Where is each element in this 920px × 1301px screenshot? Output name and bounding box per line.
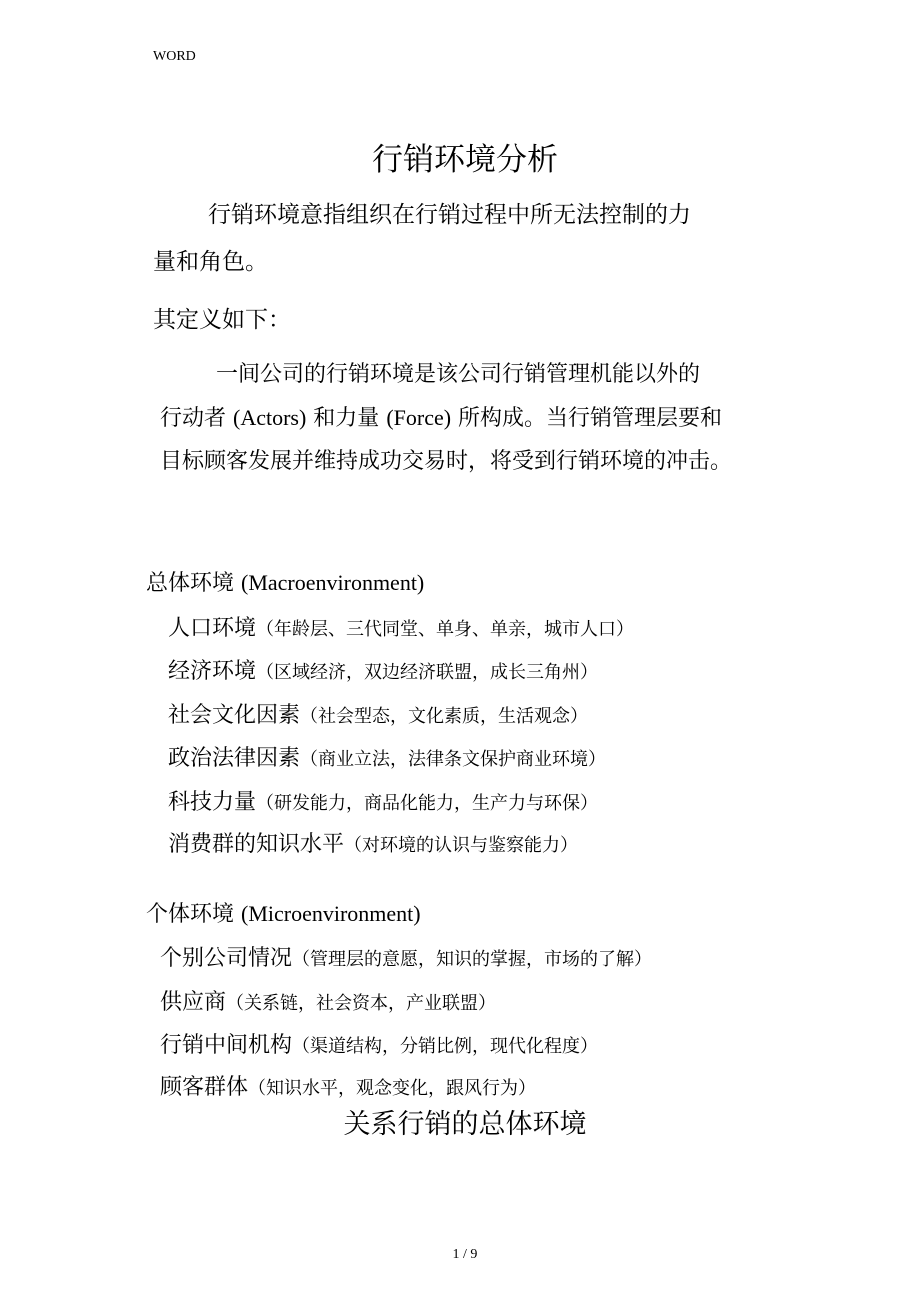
section-subtitle: 关系行销的总体环境: [343, 1109, 587, 1140]
definition-text: 行动者: [160, 406, 233, 431]
macro-item: [168, 698, 588, 729]
page-number: 1 / 9: [452, 1247, 478, 1262]
item-note: （商业立法，法律条文保护商业环境）: [300, 749, 607, 770]
definition-term-actors: (Actors): [233, 405, 307, 430]
item-note: （研发能力，商品化能力，生产力与环保）: [256, 793, 599, 814]
item-note: （区域经济，双边经济联盟，成长三角州）: [256, 662, 599, 683]
macro-item: [168, 741, 606, 772]
definition-heading: 其定义如下：: [153, 307, 291, 333]
micro-heading: [146, 897, 421, 928]
item-label: 顾客群体: [160, 1075, 249, 1100]
intro-line-2: 量和角色。: [153, 249, 268, 275]
definition-line-2: [160, 401, 722, 432]
page-header: WORD: [153, 49, 196, 64]
item-note: （关系链，社会资本，产业联盟）: [226, 993, 497, 1014]
document-title: 行销环境分析: [372, 142, 558, 178]
macro-item: [168, 827, 578, 858]
definition-text: 所构成。当行销管理层要和: [451, 406, 723, 431]
micro-item: [160, 1070, 536, 1101]
micro-item: [160, 941, 652, 972]
macro-heading-text: 总体环境: [146, 571, 241, 596]
intro-line-1: 行销环境意指组织在行销过程中所无法控制的力: [208, 202, 691, 228]
item-note: （渠道结构，分销比例，现代化程度）: [292, 1036, 599, 1057]
macro-heading-english: (Macroenvironment): [241, 570, 425, 595]
item-note: （管理层的意愿，知识的掌握，市场的了解）: [292, 949, 653, 970]
micro-item: [160, 1028, 598, 1059]
item-note: （社会型态，文化素质，生活观念）: [300, 706, 589, 727]
item-label: 人口环境: [168, 616, 257, 641]
micro-heading-text: 个体环境: [146, 902, 241, 927]
item-label: 个别公司情况: [160, 946, 293, 971]
item-note: （知识水平，观念变化，跟风行为）: [248, 1078, 537, 1099]
item-label: 政治法律因素: [168, 746, 301, 771]
item-note: （对环境的认识与鉴察能力）: [344, 835, 579, 856]
item-label: 社会文化因素: [168, 703, 301, 728]
item-label: 经济环境: [168, 659, 257, 684]
definition-term-force: (Force): [386, 405, 452, 430]
macro-item: [168, 611, 634, 642]
item-label: 供应商: [160, 990, 227, 1015]
item-note: （年龄层、三代同堂、单身、单亲，城市人口）: [256, 619, 635, 640]
definition-text: 和力量: [306, 406, 387, 431]
definition-line-1: 一间公司的行销环境是该公司行销管理机能以外的: [216, 362, 701, 387]
micro-item: [160, 985, 496, 1016]
micro-heading-english: (Microenvironment): [241, 901, 421, 926]
macro-heading: [146, 566, 424, 597]
definition-line-3: 目标顾客发展并维持成功交易时，将受到行销环境的冲击。: [160, 449, 733, 474]
item-label: 科技力量: [168, 790, 257, 815]
macro-item: [168, 654, 598, 685]
macro-item: [168, 785, 598, 816]
item-label: 行销中间机构: [160, 1033, 293, 1058]
item-label: 消费群的知识水平: [168, 832, 345, 857]
